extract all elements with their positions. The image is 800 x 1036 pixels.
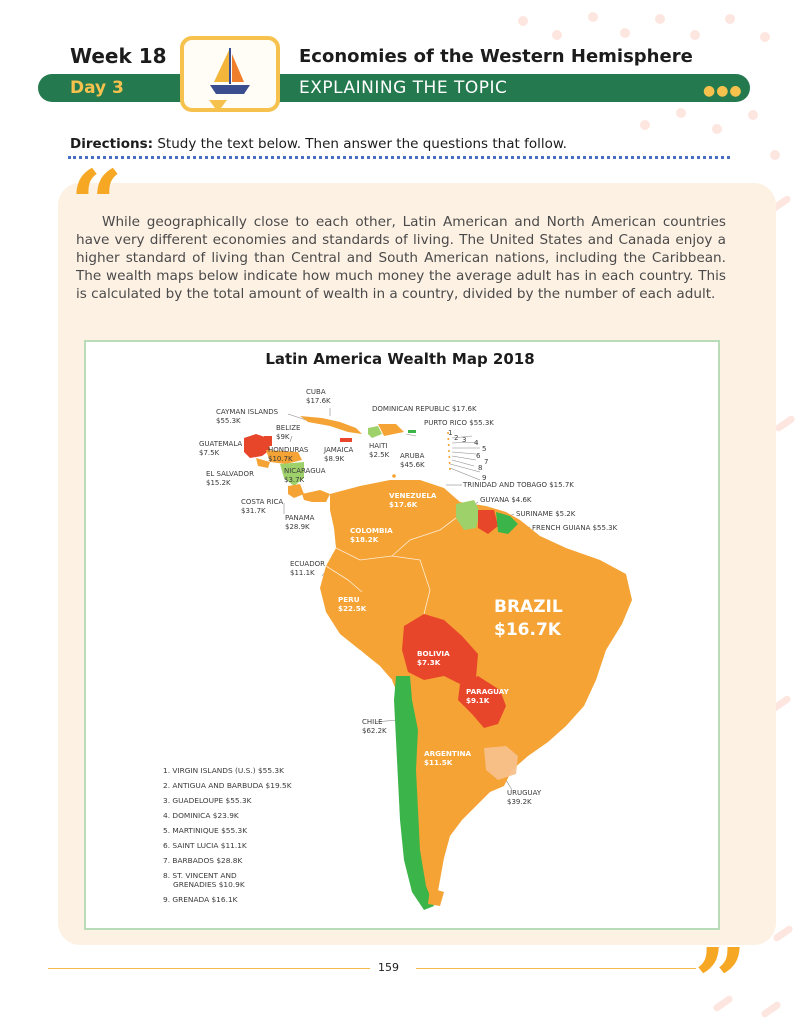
reading-passage: While geographically close to each other, Latin American and North American countries have very different economies and standards of living. The United States and Canada enjoy a higher standard of living than Central and South American nations, including the Caribbean. The wealth maps below indicate how much money the average adult has in each country. This is calculated by the total amount of wealth in a country, divided by the number of each adult.: [76, 214, 726, 302]
value-jamaica: $8.9K: [324, 455, 345, 463]
footer-line-left: [48, 968, 370, 969]
label-uruguay: URUGUAY: [507, 789, 542, 797]
legend-item: 3. GUADELOUPE $55.3K: [163, 796, 252, 805]
value-honduras: $10.7K: [268, 455, 293, 463]
sailboat-badge: [180, 36, 280, 112]
label-aruba: ARUBA: [400, 452, 425, 460]
map-title: Latin America Wealth Map 2018: [265, 350, 535, 368]
label-ecuador: ECUADOR: [290, 560, 325, 568]
label-cayman: CAYMAN ISLANDS: [216, 408, 279, 416]
label-venezuela: VENEZUELA: [389, 491, 437, 500]
label-panama: PANAMA: [285, 514, 315, 522]
label-jamaica: JAMAICA: [324, 446, 354, 454]
value-el-salvador: $15.2K: [206, 479, 231, 487]
label-guyana: GUYANA $4.6K: [480, 496, 532, 504]
label-costa-rica: COSTA RICA: [241, 498, 284, 506]
page-number: 159: [378, 961, 399, 974]
badge-tail: [209, 100, 227, 112]
sailboat-icon: [184, 40, 276, 108]
label-trinidad: TRINIDAD AND TOBAGO $15.7K: [463, 481, 574, 489]
legend-item: 5. MARTINIQUE $55.3K: [163, 826, 248, 835]
label-haiti: HAITI: [369, 442, 388, 450]
label-bolivia: BOLIVIA: [417, 649, 450, 658]
legend-item: 4. DOMINICA $23.9K: [163, 811, 239, 820]
value-uruguay: $39.2K: [507, 798, 532, 806]
value-venezuela: $17.6K: [389, 500, 418, 509]
value-peru: $22.5K: [338, 604, 367, 613]
value-belize: $9K: [276, 433, 290, 441]
legend-item: 7. BARBADOS $28.8K: [163, 856, 243, 865]
legend-item: 9. GRENADA $16.1K: [163, 895, 238, 904]
label-suriname: SURINAME $5.2K: [516, 510, 576, 518]
label-colombia: COLOMBIA: [350, 526, 393, 535]
value-costa-rica: $31.7K: [241, 507, 266, 515]
label-dominican: DOMINICAN REPUBLIC $17.6K: [372, 405, 477, 413]
label-guatemala: GUATEMALA: [199, 440, 243, 448]
legend-item: GRENADIES $10.9K: [173, 880, 245, 889]
label-cuba: CUBA: [306, 388, 326, 396]
value-argentina: $11.5K: [424, 758, 453, 767]
footer-line-right: [416, 968, 696, 969]
value-nicaragua: $3.7K: [284, 476, 305, 484]
value-cuba: $17.6K: [306, 397, 331, 405]
island-number-6: 6: [476, 452, 481, 460]
legend-item: 6. SAINT LUCIA $11.1K: [163, 841, 247, 850]
label-puerto-rico: PURTO RICO $55.3K: [424, 419, 494, 427]
section-subtitle: EXPLAINING THE TOPIC: [299, 78, 508, 98]
label-belize: BELIZE: [276, 424, 301, 432]
value-chile: $62.2K: [362, 727, 387, 735]
value-guatemala: $7.5K: [199, 449, 220, 457]
label-chile: CHILE: [362, 718, 383, 726]
island-number-3: 3: [462, 436, 467, 444]
page-title: Economies of the Western Hemisphere: [299, 46, 693, 67]
value-cayman: $55.3K: [216, 417, 241, 425]
label-french-guiana: FRENCH GUIANA $55.3K: [532, 524, 618, 532]
island-number-2: 2: [454, 434, 459, 442]
label-argentina: ARGENTINA: [424, 749, 472, 758]
value-colombia: $18.2K: [350, 535, 379, 544]
label-peru: PERU: [338, 595, 360, 604]
legend-item: 2. ANTIGUA AND BARBUDA $19.5K: [163, 781, 292, 790]
legend-item: 1. VIRGIN ISLANDS (U.S.) $55.3K: [163, 766, 284, 775]
island-legend: [163, 766, 292, 910]
dotted-divider: [68, 156, 730, 159]
island-number-5: 5: [482, 445, 487, 453]
island-number-4: 4: [474, 439, 479, 447]
close-quote-icon: ”: [694, 928, 747, 1036]
value-paraguay: $9.1K: [466, 696, 490, 705]
label-brazil: BRAZIL: [494, 597, 563, 617]
legend-item: 8. ST. VINCENT AND: [163, 871, 237, 880]
island-number-9: 9: [482, 474, 487, 482]
value-panama: $28.9K: [285, 523, 310, 531]
week-label: Week 18: [70, 44, 167, 68]
directions: [70, 136, 567, 152]
day-label: Day 3: [70, 78, 124, 98]
open-quote-icon: “: [70, 150, 123, 258]
value-ecuador: $11.1K: [290, 569, 315, 577]
island-number-8: 8: [478, 464, 483, 472]
value-haiti: $2.5K: [369, 451, 390, 459]
label-paraguay: PARAGUAY: [466, 687, 509, 696]
value-brazil: $16.7K: [494, 620, 561, 640]
island-number-1: 1: [448, 429, 453, 437]
directions-label: Directions:: [70, 136, 154, 152]
label-honduras: HONDURAS: [268, 446, 309, 454]
menu-dots-icon: ●●●: [703, 83, 743, 99]
label-nicaragua: NICARAGUA: [284, 467, 326, 475]
directions-text: Study the text below. Then answer the questions that follow.: [153, 136, 567, 152]
label-el-salvador: EL SALVADOR: [206, 470, 254, 478]
value-aruba: $45.6K: [400, 461, 425, 469]
value-bolivia: $7.3K: [417, 658, 441, 667]
island-number-7: 7: [484, 458, 489, 466]
